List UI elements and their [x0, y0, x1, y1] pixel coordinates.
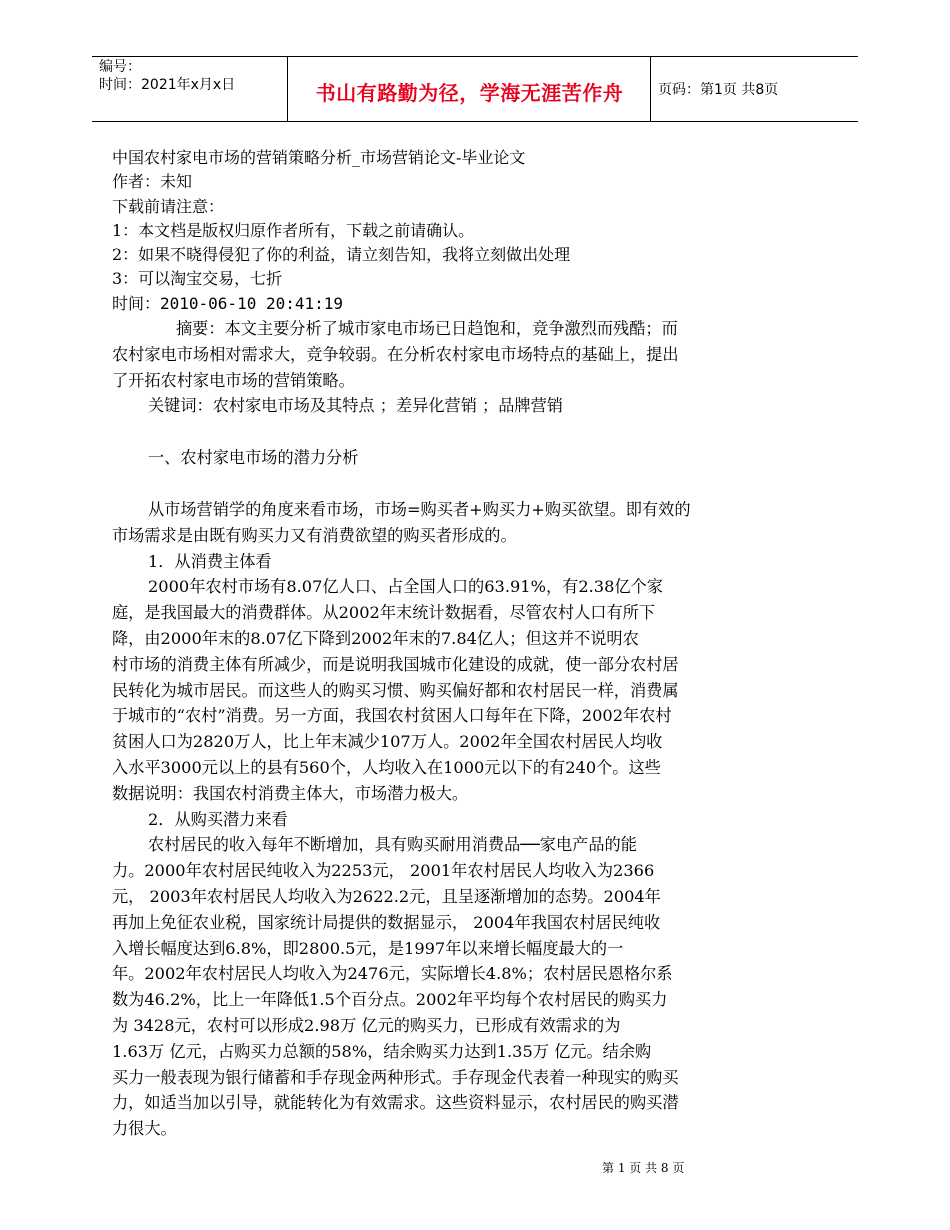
- paragraph-line: 入水平3000元以上的县有560个，人均收入在1000元以下的有240个。这些: [112, 758, 661, 778]
- paragraph-line: 年。2002年农村居民人均收入为2476元，实际增长4.8%；农村居民恩格尔系: [112, 964, 673, 984]
- paragraph-line: 力，如适当加以引导，就能转化为有效需求。这些资料显示，农村居民的购买潜: [112, 1093, 679, 1113]
- notice-item: 2：如果不晓得侵犯了你的利益，请立刻告知，我将立刻做出处理: [112, 245, 571, 265]
- paragraph-line: 力很大。: [112, 1119, 177, 1139]
- abstract-line: 农村家电市场相对需求大，竞争较弱。在分析农村家电市场特点的基础上，提出: [112, 344, 679, 364]
- document-title: 中国农村家电市场的营销策略分析_市场营销论文-毕业论文: [112, 148, 526, 167]
- paragraph-line: 买力一般表现为银行储蓄和手存现金两种形式。手存现金代表着一种现实的购买: [112, 1067, 679, 1087]
- header-page-info: 页码：第1页 共8页: [658, 82, 779, 98]
- subheading: 1．从消费主体看: [148, 551, 272, 571]
- paragraph-line: 降，由2000年末的8.07亿下降到2002年末的7.84亿人；但这并不说明农: [112, 629, 639, 649]
- page-header: [92, 56, 858, 122]
- paragraph-line: 再加上免征农业税，国家统计局提供的数据显示， 2004年我国农村居民纯收: [112, 912, 661, 932]
- header-meta: [99, 58, 235, 94]
- author-line: 作者：未知: [112, 172, 193, 192]
- page-footer: 第 1 页 共 8 页: [602, 1161, 685, 1175]
- subheading: 2．从购买潜力来看: [148, 809, 288, 829]
- paragraph-line: 力。2000年农村居民纯收入为2253元， 2001年农村居民人均收入为2366: [112, 861, 655, 881]
- paragraph-line: 庭，是我国最大的消费群体。从2002年末统计数据看，尽管农村人口有所下: [112, 603, 656, 623]
- paragraph-line: 贫困人口为2820万人，比上年末减少107万人。2002年全国农村居民人均收: [112, 732, 663, 752]
- notice-item: 1：本文档是版权归原作者所有，下载之前请确认。: [112, 220, 475, 240]
- paragraph-line: 数据说明：我国农村消费主体大，市场潜力极大。: [112, 783, 469, 803]
- paragraph-line: 2000年农村市场有8.07亿人口、占全国人口的63.91%，有2.38亿个家: [148, 577, 663, 597]
- header-divider-right: [650, 57, 651, 121]
- timestamp-line: 时间：2010-06-10 20:41:19: [112, 293, 344, 313]
- paragraph-line: 于城市的“农村”消费。另一方面，我国农村贫困人口每年在下降，2002年农村: [112, 706, 672, 726]
- paragraph-line: 入增长幅度达到6.8%，即2800.5元，是1997年以来增长幅度最大的一: [112, 938, 624, 958]
- paragraph-line: 元， 2003年农村居民人均收入为2622.2元，且呈逐渐增加的态势。2004年: [112, 887, 661, 907]
- paragraph-line: 从市场营销学的角度来看市场，市场=购买者+购买力+购买欲望。即有效的: [148, 500, 691, 520]
- document-body: [112, 146, 772, 1142]
- abstract-line: 摘要：本文主要分析了城市家电市场已日趋饱和，竞争激烈而残酷；而: [176, 319, 678, 339]
- header-motto: 书山有路勤为径，学海无涯苦作舟: [315, 81, 624, 105]
- notice-item: 3：可以淘宝交易，七折: [112, 269, 283, 289]
- meta-block: [112, 146, 772, 316]
- paragraph-line: 市场需求是由既有购买力又有消费欲望的购买者形成的。: [112, 525, 517, 545]
- article-text: [112, 316, 772, 1142]
- paragraph-line: 村市场的消费主体有所减少，而是说明我国城市化建设的成就，使一部分农村居: [112, 654, 679, 674]
- paragraph-line: 1.63万 亿元，占购买力总额的58%，结余购买力达到1.35万 亿元。结余购: [112, 1041, 652, 1061]
- abstract-line: 了开拓农村家电市场的营销策略。: [112, 370, 355, 390]
- paragraph-line: 数为46.2%，比上一年降低1.5个百分点。2002年平均每个农村居民的购买力: [112, 990, 668, 1010]
- section-heading: 一、农村家电市场的潜力分析: [148, 448, 359, 468]
- paragraph-line: 民转化为城市居民。而这些人的购买习惯、购买偏好都和农村居民一样，消费属: [112, 680, 679, 700]
- header-number-label: 编号：: [99, 59, 141, 75]
- notice-heading: 下载前请注意：: [112, 196, 225, 216]
- header-date-label: 时间：2021年x月x日: [99, 77, 236, 93]
- paragraph-line: 为 3428元，农村可以形成2.98万 亿元的购买力，已形成有效需求的为: [112, 1016, 621, 1035]
- paragraph-line: 农村居民的收入每年不断增加，具有购买耐用消费品──家电产品的能: [148, 835, 637, 855]
- keywords-line: 关键词：农村家电市场及其特点 ；差异化营销 ；品牌营销: [148, 396, 563, 416]
